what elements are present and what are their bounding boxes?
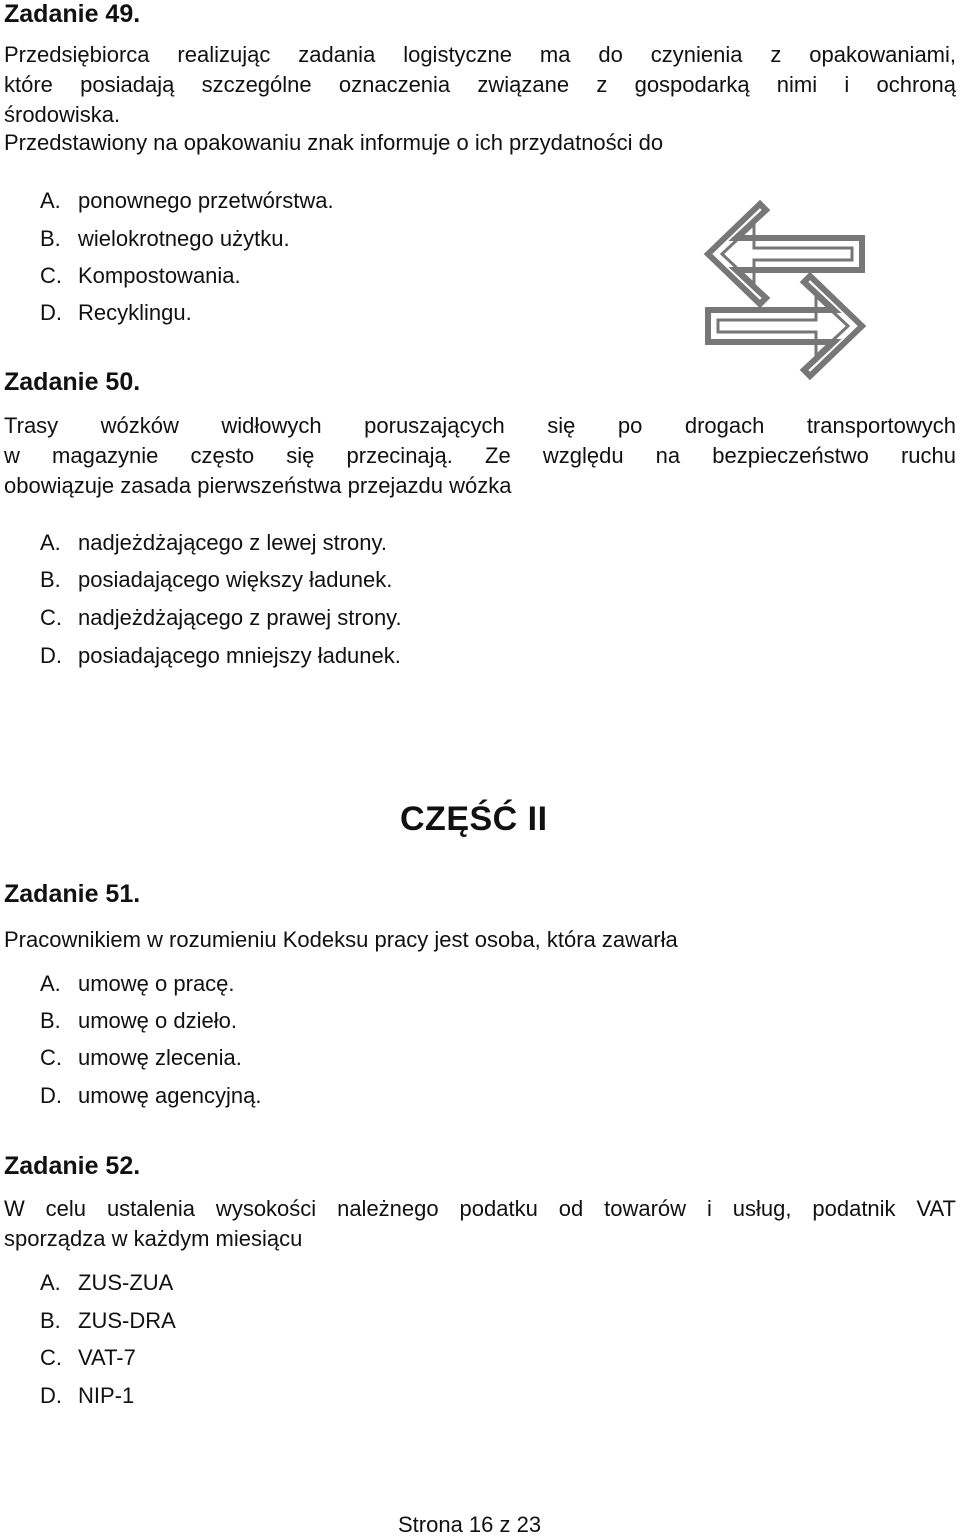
- question-50-option-b: B. posiadającego większy ładunek.: [40, 567, 393, 592]
- question-52-line-1: W celu ustalenia wysokości należnego podatku od towarów i usług, podatnik VAT: [4, 1196, 956, 1221]
- question-50-option-a: A. nadjeżdżającego z lewej strony.: [40, 530, 387, 555]
- question-52-option-c: C. VAT-7: [40, 1345, 136, 1370]
- question-49-line-1: Przedsiębiorca realizując zadania logistyczne ma do czynienia z opakowaniami,: [4, 42, 956, 67]
- question-51-text: [4, 925, 956, 955]
- question-50-option-d: D. posiadającego mniejszy ładunek.: [40, 643, 401, 668]
- question-51-line-1: Pracownikiem w rozumieniu Kodeksu pracy jest osoba, która zawarła: [4, 927, 678, 952]
- question-52-option-b: B. ZUS-DRA: [40, 1308, 176, 1333]
- question-49-option-d: D. Recyklingu.: [40, 300, 192, 325]
- part-title: CZĘŚĆ II: [400, 800, 548, 838]
- question-50-text: [4, 411, 956, 501]
- question-50-line-2: w magazynie często się przecinają. Ze względu na bezpieczeństwo ruchu: [4, 443, 956, 468]
- question-49-line-2: które posiadają szczególne oznaczenia związane z gospodarką nimi i ochroną: [4, 72, 956, 97]
- question-49-line-3: środowiska.: [4, 102, 121, 127]
- question-51-title: Zadanie 51.: [4, 880, 141, 908]
- question-49-option-a: A. ponownego przetwórstwa.: [40, 188, 334, 213]
- page-number: Strona 16 z 23: [398, 1512, 542, 1537]
- question-52-title: Zadanie 52.: [4, 1152, 141, 1180]
- question-49-title: Zadanie 49.: [4, 0, 141, 28]
- question-49-line-4: Przedstawiony na opakowaniu znak informuje o ich przydatności do: [4, 130, 664, 155]
- question-51-option-b: B. umowę o dzieło.: [40, 1008, 237, 1033]
- question-50-option-c: C. nadjeżdżającego z prawej strony.: [40, 605, 402, 630]
- question-49-option-c: C. Kompostowania.: [40, 263, 241, 288]
- question-49-text: [4, 40, 956, 158]
- question-52-text: [4, 1194, 956, 1254]
- question-50-title: Zadanie 50.: [4, 368, 141, 396]
- question-51-option-a: A. umowę o pracę.: [40, 971, 235, 996]
- question-51-option-c: C. umowę zlecenia.: [40, 1045, 242, 1070]
- question-50-line-1: Trasy wózków widłowych poruszających się po drogach transportowych: [4, 413, 956, 438]
- reuse-arrows-icon: [700, 196, 870, 386]
- question-50-line-3: obowiązuje zasada pierwszeństwa przejazdu wózka: [4, 473, 512, 498]
- question-52-option-d: D. NIP-1: [40, 1383, 135, 1408]
- question-52-line-2: sporządza w każdym miesiącu: [4, 1226, 303, 1251]
- question-52-option-a: A. ZUS-ZUA: [40, 1270, 174, 1295]
- question-49-option-b: B. wielokrotnego użytku.: [40, 226, 290, 251]
- question-51-option-d: D. umowę agencyjną.: [40, 1083, 262, 1108]
